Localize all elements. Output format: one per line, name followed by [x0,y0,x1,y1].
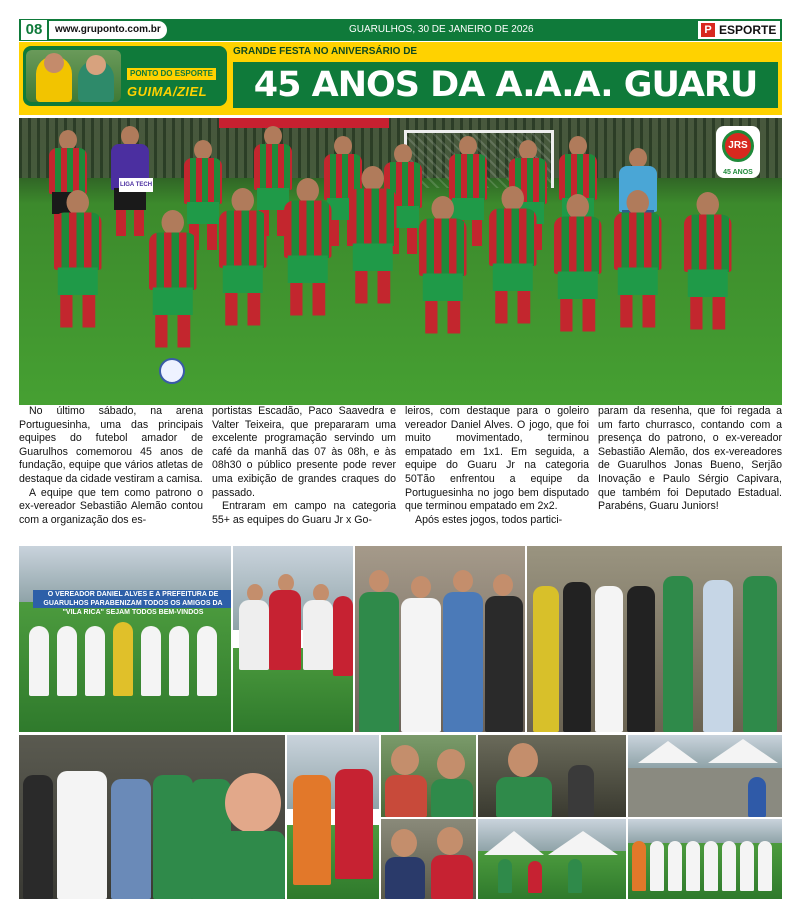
text-column-3 [405,405,589,527]
club-badge-logo: JRS [728,140,748,151]
site-url[interactable]: www.gruponto.com.br [49,21,167,39]
paragraph: No último sábado, na arena Portuguesinha, uma das principais equipes do futebol amador de Guarulhos comemorou 45 anos de fundação, equipe que vários atletas de destaque da cidade vestiram a camisa. [19,405,203,485]
top-bar [19,19,782,41]
paragraph: leiros, com destaque para o goleiro vereador Daniel Alves. O jogo, que foi muito movimentado, terminou empatado em 1x1. Em seguida, a equipe do Guaru Jr na categoria 50Tão enfrentou a equipe da Portuguesinha no jogo bem disputado que terminou empatado em 2x2. [405,405,589,513]
gallery-photo-selfie [19,735,285,899]
text-column-4 [598,405,782,514]
gallery-photo-two-men-2 [381,819,476,899]
gallery-photo-team-line [628,819,782,899]
paragraph: Após estes jogos, todos partici- [415,513,563,526]
column-label: PONTO DO ESPORTE [127,68,216,80]
gallery-photo-three-players [233,546,353,732]
column-tag [23,46,227,106]
gallery-photo-two-players [287,735,379,899]
columnists-photo [26,50,121,102]
publication-logo-icon: P [701,23,715,37]
gallery-photo-four-men [355,546,525,732]
gallery-photo-two-men [381,735,476,817]
gallery-photo-tent [478,819,626,899]
article-header [19,42,782,115]
page-number: 08 [21,20,47,40]
gallery-photo-barbecue [478,735,626,817]
column-authors: GUIMA/ZIEL [127,84,208,99]
team-photo [19,118,782,405]
dateline: GUARULHOS, 30 DE JANEIRO DE 2026 [349,24,534,35]
paragraph: A equipe que tem como patrono o ex-vereador Sebastião Alemão contou com a organização dos es- [19,486,203,526]
text-column-1 [19,405,203,527]
club-badge-label: 45 ANOS [723,169,753,176]
jersey-sponsor: LIGA TECH [119,178,153,192]
gallery-banner: O VEREADOR DANIEL ALVES E A PREFEITURA DE GUARULHOS PARABENIZAM TODOS OS AMIGOS DA "VILA RICA" SEJAM TODOS BEM-VINDOS [33,590,231,608]
headline-kicker: GRANDE FESTA NO ANIVERSÁRIO DE [233,46,418,57]
article-body [19,405,782,543]
club-badge [716,126,760,178]
gallery-photo-team-white [19,546,231,732]
text-column-2 [212,405,396,527]
gallery-photo-group [527,546,782,732]
section-name: ESPORTE [719,23,777,37]
paragraph: param da resenha, que foi regada a um farto churrasco, contando com a presença do patrono, o ex-vereador Sebastião Alemão, dos ex-vereadores de Guarulhos Jonas Bueno, Serjão Inovação e Paulo Sérgio Capivara, que também foi Deputado Estadual. Parabéns, Guaru Juniors! [598,405,782,513]
gallery-photo-event-area [628,735,782,817]
section-label [698,21,780,39]
paragraph: portistas Escadão, Paco Saavedra e Valter Teixeira, que prepararam uma excelente programação servindo um café da manhã das 07 às 08h, e às 08h30 o público presente pode rever uma exibição de grandes craques do passado. [212,405,396,499]
soccer-ball-icon [159,358,185,384]
paragraph: Entraram em campo na categoria 55+ as equipes do Guaru Jr x Go- [212,500,396,526]
headline: 45 ANOS DA A.A.A. GUARU [233,62,778,108]
